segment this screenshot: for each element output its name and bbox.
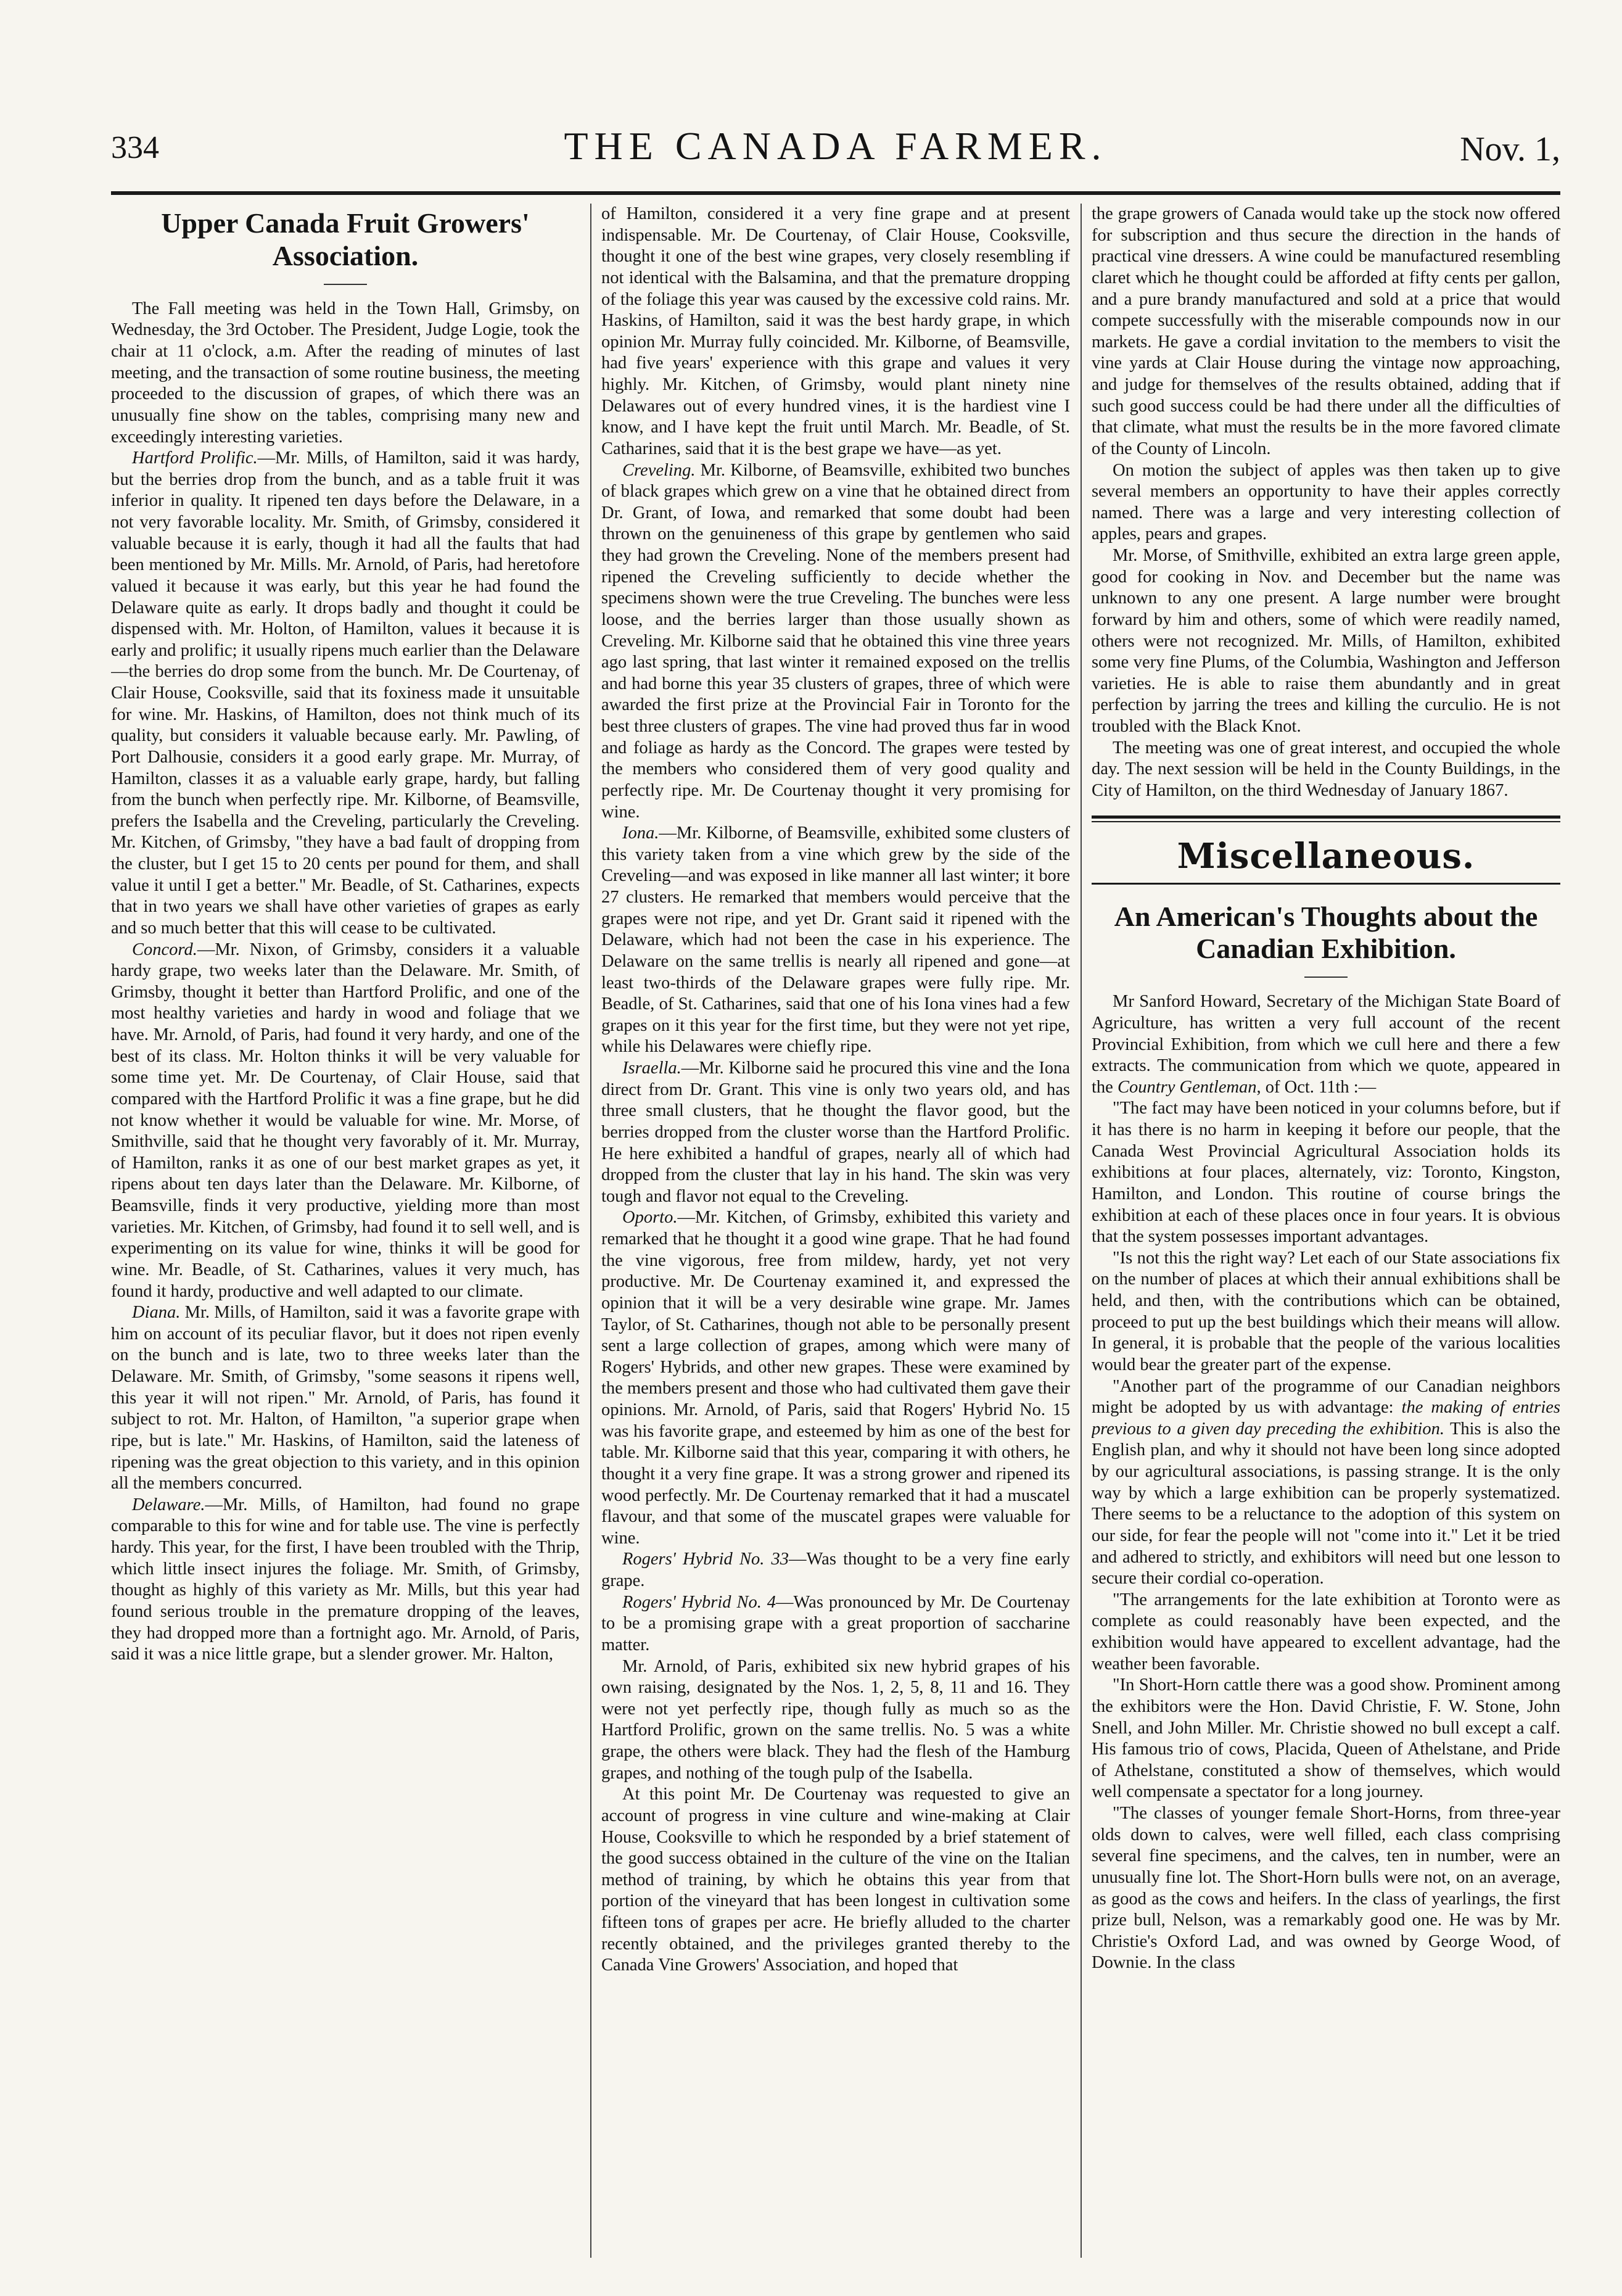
column-divider	[590, 204, 591, 2258]
paragraph: The meeting was one of great interest, and occupied the whole day. The next session will be held in the County Buildings, in the City of Hamilton, on the third Wednesday of January 1867.	[1092, 738, 1560, 800]
newspaper-page	[111, 117, 1560, 2258]
paragraph: Diana. Mr. Mills, of Hamilton, said it was a favorite grape with him on account of its peculiar flavor, but it does not ripen evenly on the bunch and is late, two to three weeks later than the Delaware. Mr. Smith, of Grimsby, "some seasons it ripens well, this year it will not ripen." Mr. Arnold, of Paris, has found it subject to rot. Mr. Halton, of Hamilton, "a superior grape when ripe, but is late." Mr. Haskins, of Hamilton, said the lateness of ripening was the great objection to this variety, and in this opinion all the members concurred.	[111, 1303, 580, 1493]
variety-name: Oporto.	[622, 1208, 678, 1228]
paragraph: of Hamilton, considered it a very fine grape and at present indispensable. Mr. De Courtenay, of Clair House, Cooksville, thought it one of the best wine grapes, very closely resembling if not identical with the Balsamina, and that the premature dropping of the foliage this year was caused by the excessive cold rains. Mr. Haskins, of Hamilton, said it was the best hardy grape, in which opinion Mr. Murray fully coincided. Mr. Kilborne, of Beamsville, had five years' experience with this grape and values it very highly. Mr. Kitchen, of Grimsby, would plant ninety nine Delawares out of every hundred vines, it is the hardiest vine I know, and I have kept the fruit until March. Mr. Beadle, of St. Catharines, said that it is the best grape we have—as yet.	[601, 204, 1070, 458]
issue-date: Nov. 1,	[1460, 130, 1560, 168]
divider	[324, 284, 367, 285]
variety-name: Delaware.	[132, 1495, 205, 1514]
column-1	[111, 204, 580, 2258]
paragraph: Delaware.—Mr. Mills, of Hamilton, had found no grape comparable to this for wine and for table use. The vine is perfectly hardy. This year, for the first, I have been troubled with the Thrip, which little insect injures the foliage. Mr. Smith, of Grimsby, thought as highly of this variety as Mr. Mills, but this year had found serious trouble in the premature dropping of the leaves, they had dropped more than a fortnight ago. Mr. Arnold, of Paris, said it was a nice little grape, but a slender grower. Mr. Halton,	[111, 1495, 580, 1664]
publication-name: Country Gentleman	[1117, 1077, 1257, 1097]
paragraph: Oporto.—Mr. Kitchen, of Grimsby, exhibited this variety and remarked that he thought it a good wine grape. That he had found the vine vigorous, free from mildew, hardy, yet not very productive. Mr. De Courtenay examined it, and expressed the opinion that it will be a very desirable wine grape. Mr. James Taylor, of St. Catharines, though not able to be personally present sent a large collection of grapes, among which were many of Rogers' Hybrids, and other new grapes. These were examined by the members present and those who had cultivated them gave their opinions. Mr. Arnold, of Paris, said that Rogers' Hybrid No. 15 was his favorite grape, and esteemed by him as one of the best for table. Mr. Kilborne said that this year, comparing it with others, he thought it a very fine grape. It was a strong grower and ripened its wood perfectly. Mr. De Courtenay remarked that it had a muscatel flavour, and that some of the muscatel grapes were valuable for wine.	[601, 1208, 1070, 1548]
column-divider	[1081, 204, 1082, 2258]
paragraph: At this point Mr. De Courtenay was requested to give an account of progress in vine culture and wine-making at Clair House, Cooksville to which he responded by a brief statement of the good success obtained in the culture of the vine on the Italian method of training, by which he obtains this year from that portion of the vineyard that has been longest in cultivation some fifteen tons of grapes per acre. He briefly alluded to the charter recently obtained, and the privileges granted thereby to the Canada Vine Growers' Association, and hoped that	[601, 1785, 1070, 1975]
column-2	[601, 204, 1070, 2258]
article-heading: An American's Thoughts about the Canadian Exhibition.	[1114, 900, 1538, 965]
variety-name: Concord.	[132, 939, 197, 959]
section-rule	[1092, 816, 1560, 822]
divider	[1304, 977, 1348, 978]
variety-name: Iona.	[622, 824, 659, 843]
paragraph: the grape growers of Canada would take up the stock now offered for subscription and thus secure the direction in the hands of practical vine dressers. A wine could be manufactured resembling claret which he thought could be afforded at fifty cents per gallon, and a pure brandy manufactured and sold at a price that would compete successfully with the miserable compounds now in our markets. He gave a cordial invitation to the members to visit the vine yards at Clair House during the vintage now approaching, and judge for themselves of the results obtained, adding that if such good success could be had there under all the difficulties of that climate, what must the results be in the more favored climate of the County of Lincoln.	[1092, 204, 1560, 458]
variety-name: Diana.	[132, 1303, 181, 1323]
paragraph: "The fact may have been noticed in your columns before, but if it has there is no harm in keeping it before our people, that the Canada West Provincial Agricultural Association holds its exhibitions at four places, alternately, viz: Toronto, Kingston, Hamilton, and London. This routine of course brings the exhibition at each of these places once in four years. It is obvious that the system possesses important advantages.	[1092, 1099, 1560, 1247]
paragraph: Israella.—Mr. Kilborne said he procured this vine and the Iona direct from Dr. Grant. This vine is only two years old, and has three small clusters, that he thought the flavor good, but the berries dropped from the cluster worse than the Hartford Prolific. He here exhibited a handful of grapes, nearly all of which had dropped from the cluster that lay in his hand. The skin was very tough and flavor not equal to the Creveling.	[601, 1059, 1070, 1206]
page-number: 334	[111, 130, 159, 165]
section-rule	[1092, 883, 1560, 885]
masthead	[111, 117, 1560, 195]
paragraph: Mr. Arnold, of Paris, exhibited six new hybrid grapes of his own raising, designated by the Nos. 1, 2, 5, 8, 11 and 16. They were not yet perfectly ripe, though fully as much so as the Hartford Prolific, grown on the same trellis. No. 5 was a white grape, the others were black. They had the flesh of the Hamburg grapes, and nothing of the tough pulp of the Isabella.	[601, 1656, 1070, 1783]
paragraph: On motion the subject of apples was then taken up to give several members an opportunity to have their apples correctly named. There was a large and very interesting collection of apples, pears and grapes.	[1092, 460, 1560, 544]
column-3	[1092, 204, 1560, 2258]
paragraph: "The classes of younger female Short-Horns, from three-year olds down to calves, were well filled, each class comprising several fine specimens, and the calves, ten in number, were an unusually fine lot. The Short-Horn bulls were not, on an average, as good as the cows and heifers. In the class of yearlings, the first prize bull, Nelson, was a remarkably good one. He was by Mr. Christie's Oxford Lad, and was owned by George Wood, of Downie. In the class	[1092, 1804, 1560, 1973]
paragraph: "Another part of the programme of our Canadian neighbors might be adopted by us with advantage: the making of entries previous to a given day preceding the exhibition. This is also the English plan, and why it should not have been long since adopted by our agricultural associations, is passing strange. It is the only way by which a large exhibition can be properly systematized. There seems to be a reluctance to the adoption of this system on our side, for fear the people will not "come into it." Let it be tried and adhered to strictly, and exhibitors will need but one lesson to secure their cordial co-operation.	[1092, 1376, 1560, 1588]
columns	[111, 204, 1560, 2258]
paragraph: "Is not this the right way? Let each of our State associations fix on the number of places at which their annual exhibitions shall be held, and then, with the contributions which can be obtained, proceed to put up the best buildings which their means will allow. In general, it is probable that the people of the various localities would bear the greater part of the expense.	[1092, 1248, 1560, 1374]
emphasis: the making of entries previous to a given day preceding the exhibition.	[1092, 1398, 1560, 1439]
variety-name: Israella.	[622, 1059, 681, 1078]
variety-name: Rogers' Hybrid No. 33	[622, 1550, 789, 1569]
paragraph: Concord.—Mr. Nixon, of Grimsby, considers it a valuable hardy grape, two weeks later than the Delaware. Mr. Smith, of Grimsby, thought it better than Hartford Prolific, and one of the most healthy varieties and hardy in wood and foliage that we have. Mr. Arnold, of Paris, had found it very hardy, and one of the best of its class. Mr. Holton thinks it will be very valuable for some time yet. Mr. De Courtenay, of Clair House, said that compared with the Hartford Prolific it was a fine grape, but he did not know whether it would be valuable for wine. Mr. Morse, of Smithville, said that he thought very favorably of it. Mr. Murray, of Hamilton, ranks it as one of our best market grapes as yet, it ripens about ten days later than the Delaware. Mr. Kilborne, of Beamsville, finds it very productive, yielding more than most varieties. Mr. Kitchen, of Grimsby, had found it to sell well, and is experimenting on its value for wine, thinks it will be good for wine. Mr. Beadle, of St. Catharines, values it very much, has found it hardy, productive and well adapted to our climate.	[111, 939, 580, 1301]
paragraph: Rogers' Hybrid No. 33—Was thought to be a very fine early grape.	[601, 1550, 1070, 1590]
paragraph: Rogers' Hybrid No. 4—Was pronounced by Mr. De Courtenay to be a promising grape with a great proportion of saccharine matter.	[601, 1592, 1070, 1654]
variety-name: Rogers' Hybrid No. 4	[622, 1592, 776, 1612]
variety-name: Creveling.	[622, 460, 696, 480]
paragraph: Mr Sanford Howard, Secretary of the Michigan State Board of Agriculture, has written a very full account of the recent Provincial Exhibition, from which we cull here and there a few extracts. The communication from which we quote, appeared in the Country Gentleman, of Oct. 11th :—	[1092, 992, 1560, 1097]
paragraph: Mr. Morse, of Smithville, exhibited an extra large green apple, good for cooking in Nov. and December but the name was unknown to any one present. A large number were brought forward by him and others, some of which were readily named, others were not recognized. Mr. Mills, of Hamilton, exhibited some very fine Plums, of the Columbia, Washington and Jefferson varieties. He is able to raise them abundantly and in great perfection by jarring the trees and killing the curculio. He is not troubled with the Black Knot.	[1092, 546, 1560, 736]
paragraph: The Fall meeting was held in the Town Hall, Grimsby, on Wednesday, the 3rd October. The President, Judge Logie, took the chair at 11 o'clock, a.m. After the reading of minutes of last meeting, and the transaction of some routine business, the meeting proceeded to the discussion of grapes, of which there was an unusually fine show on the tables, comprising many new and exceedingly interesting varieties.	[111, 299, 580, 447]
section-heading: Miscellaneous.	[1177, 835, 1475, 877]
paragraph: Creveling. Mr. Kilborne, of Beamsville, exhibited two bunches of black grapes which grew on a vine that he obtained direct from Dr. Grant, of Iowa, and remarked that some doubt had been thrown on the genuineness of this grape by gentlemen who said they had grown the Creveling. None of the members present had ripened the Creveling sufficiently to decide whether the specimens shown were the true Creveling. The bunches were less loose, and the berries larger than those usually shown as Creveling. Mr. Kilborne said that he obtained this vine three years ago last spring, that last winter it remained exposed on the trellis and had borne this year 35 clusters of grapes, three of which were awarded the first prize at the Provincial Fair in Toronto for the best three clusters of grapes. The vine had proved thus far in wood and foliage as hardy as the Concord. The grapes were tested by the members who considered them of very good quality and perfectly ripe. Mr. De Courtenay thought it very promising for wine.	[601, 460, 1070, 822]
variety-name: Hartford Prolific.	[132, 448, 258, 468]
paragraph: "In Short-Horn cattle there was a good show. Prominent among the exhibitors were the Hon. David Christie, F. W. Stone, John Snell, and John Miller. Mr. Christie showed no bull except a calf. His famous trio of cows, Placida, Queen of Athelstane, and Pride of Athelstane, constituted a show of themselves, which would well compensate a spectator for a long journey.	[1092, 1675, 1560, 1802]
newspaper-title: THE CANADA FARMER.	[564, 124, 1108, 168]
paragraph: "The arrangements for the late exhibition at Toronto were as complete as could reasonably have been expected, and the exhibition would have appeared to excellent advantage, had the weather been favorable.	[1092, 1590, 1560, 1674]
paragraph: Hartford Prolific.—Mr. Mills, of Hamilton, said it was hardy, but the berries drop from the bunch, and as a table fruit it was inferior in quality. It ripened ten days before the Delaware, in a not very favorable locality. Mr. Smith, of Grimsby, considered it valuable because it is early, though it had all the faults that had been mentioned by Mr. Mills. Mr. Arnold, of Paris, had heretofore valued it because it was early, but this year he had found the Delaware quite as early. It drops badly and thought it could be dispensed with. Mr. Holton, of Hamilton, values it because it is early and prolific; it usually ripens much earlier than the Delaware—the berries do drop some from the bunch. Mr. De Courtenay, of Clair House, Cooksville, said that its foxiness made it unsuitable for wine. Mr. Haskins, of Hamilton, does not think much of its quality, but considers it valuable because early. Mr. Pawling, of Port Dalhousie, considers it a good early grape. Mr. Murray, of Hamilton, classes it as a valuable early grape, hardy, but falling from the bunch when perfectly ripe. Mr. Kilborne, of Beamsville, prefers the Isabella and the Creveling, particularly the Creveling. Mr. Kitchen, of Grimsby, "they have a bad fault of dropping from the cluster, but I get 15 to 20 cents per pound for them, and shall value it until I get a better." Mr. Beadle, of St. Catharines, expects that in two years we shall have other varieties of grapes as early and so much better that this will cease to be cultivated.	[111, 448, 580, 938]
paragraph: Iona.—Mr. Kilborne, of Beamsville, exhibited some clusters of this variety taken from a vine which grew by the side of the Creveling—and was exposed in like manner all last winter; it bore 27 clusters. He remarked that members would perceive that the grapes were not ripe, and yet Dr. Grant said it ripened with the Delaware, which had not been the case in his experience. The Delaware on the same trellis is nearly all ripened and gone—at least two-thirds of the Delaware grapes were fully ripe. Mr. Beadle, of St. Catharines, said that one of his Iona vines had a few grapes on it this year for the first time, but they were not yet ripe, while his Delawares were chiefly ripe.	[601, 824, 1070, 1057]
article-heading: Upper Canada Fruit Growers' Association.	[161, 207, 530, 271]
